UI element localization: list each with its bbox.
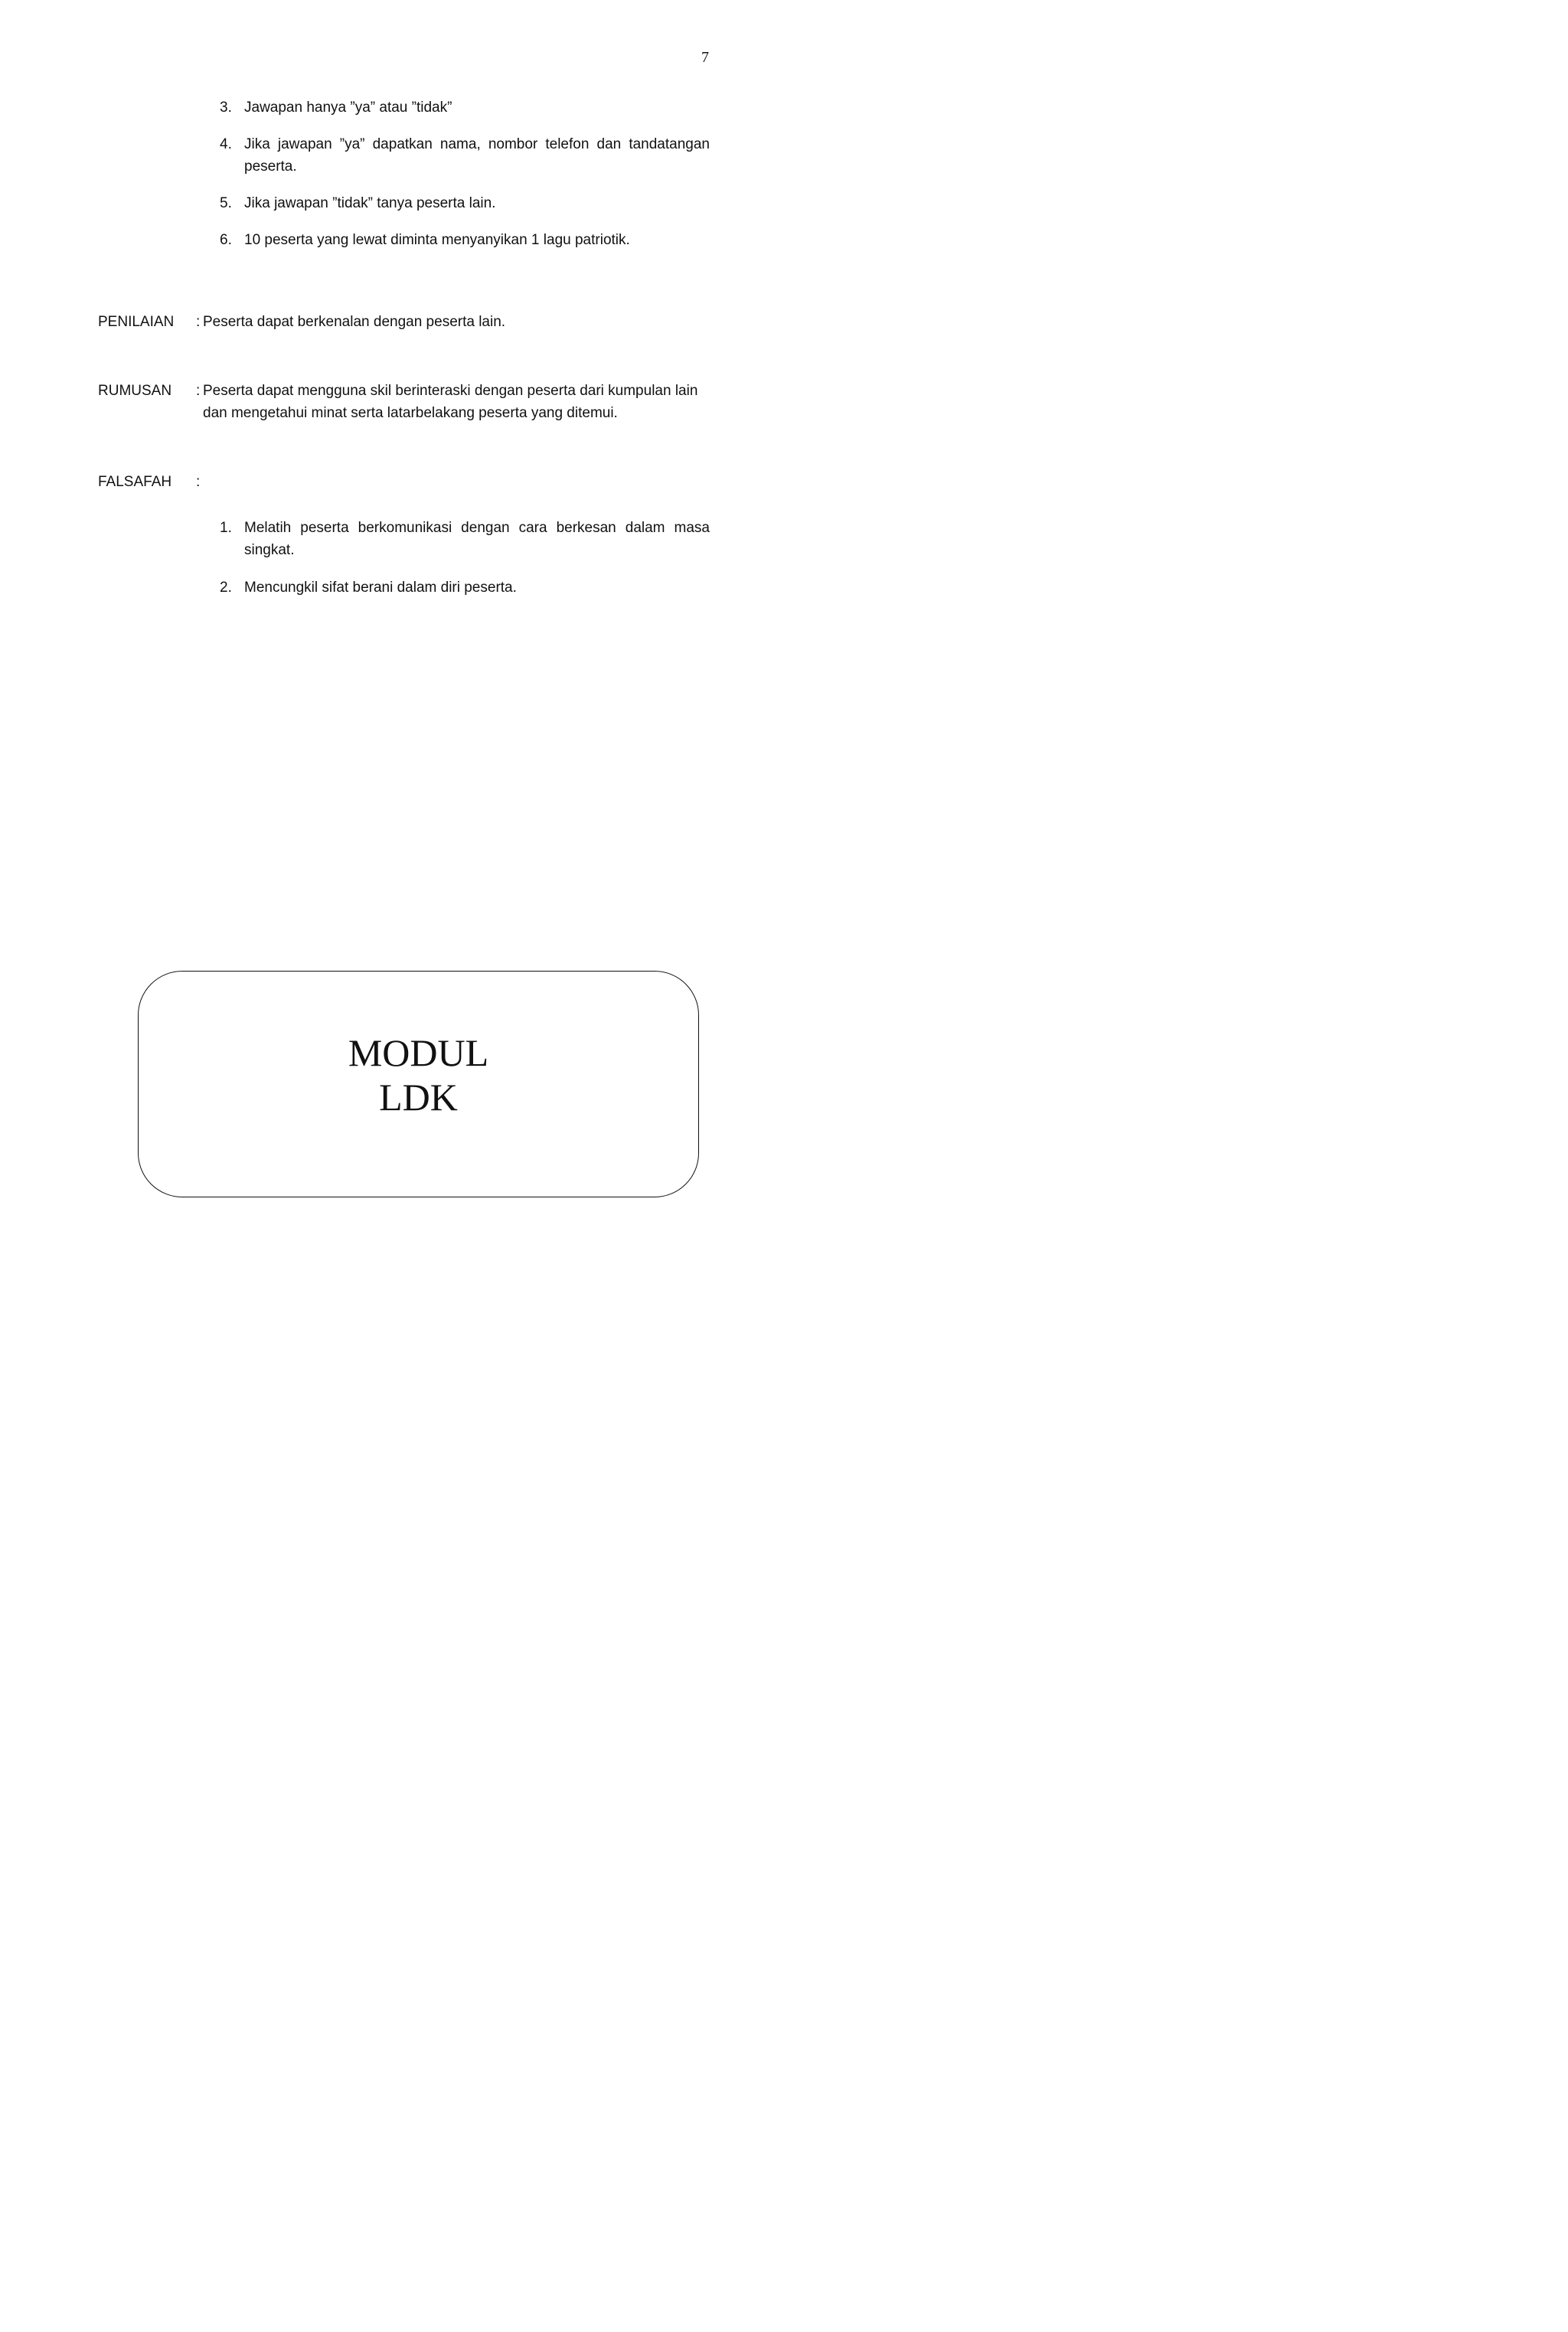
list-item-number: 3. (220, 100, 232, 116)
section-label: FALSAFAH (98, 474, 172, 490)
module-title-box (138, 971, 699, 1197)
list-item (220, 192, 710, 214)
module-title-line-1: MODUL (348, 1031, 489, 1074)
list-item-number: 6. (220, 232, 232, 248)
list-item-text: Melatih peserta berkomunikasi dengan cara berkesan dalam masa singkat. (244, 520, 710, 558)
list-item (220, 96, 710, 119)
list-item-text: Mencungkil sifat berani dalam diri peserta. (244, 580, 517, 596)
list-item (220, 133, 710, 178)
list-item-text: 10 peserta yang lewat diminta menyanyikan 1 lagu patriotik. (244, 232, 630, 248)
list-item-number: 1. (220, 520, 232, 536)
list-item (220, 576, 710, 599)
list-item-text: Jika jawapan ”tidak” tanya peserta lain. (244, 195, 496, 211)
section-label: RUMUSAN (98, 383, 172, 399)
list-item (220, 517, 710, 561)
section-text: Peserta dapat mengguna skil berinteraski dengan peserta dari kumpulan lain dan mengetahui minat serta latarbelakang peserta yang ditemui. (203, 383, 698, 421)
section-text: Peserta dapat berkenalan dengan peserta lain. (203, 314, 506, 330)
list-item-text: Jika jawapan ”ya” dapatkan nama, nombor telefon dan tandatangan peserta. (244, 136, 710, 175)
list-item-text: Jawapan hanya ”ya” atau ”tidak” (244, 100, 452, 116)
section-label: PENILAIAN (98, 314, 175, 330)
section-colon: : (196, 383, 201, 399)
section-colon: : (196, 314, 201, 330)
section-colon: : (196, 474, 201, 490)
list-item-number: 5. (220, 195, 232, 211)
module-title-line-2: LDK (379, 1076, 458, 1119)
page-number: 7 (701, 49, 709, 66)
penilaian-section (98, 311, 710, 333)
list-item (220, 229, 710, 251)
rumusan-section (98, 380, 710, 424)
list-item-number: 4. (220, 136, 232, 152)
list-item-number: 2. (220, 580, 232, 596)
